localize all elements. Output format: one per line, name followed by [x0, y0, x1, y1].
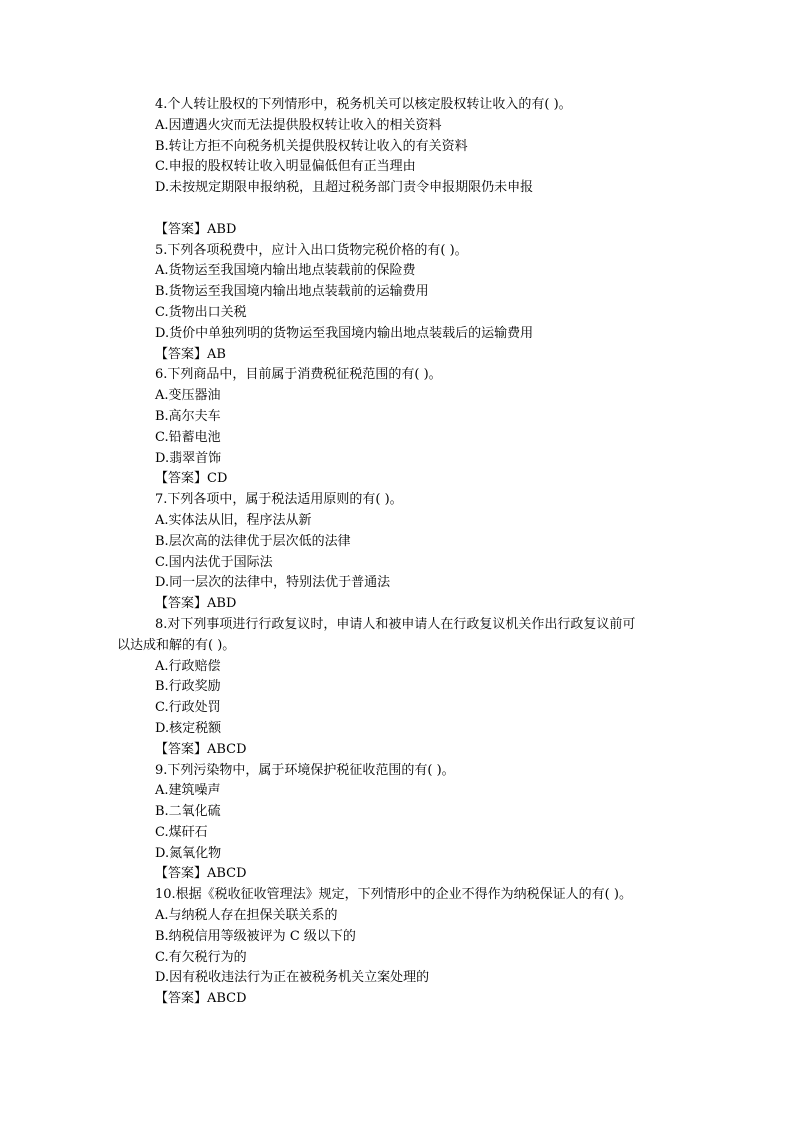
- question-10-stem: 10.根据《税收征收管理法》规定，下列情形中的企业不得作为纳税保证人的有( )。: [155, 887, 632, 903]
- question-5-option-b: B.货物运至我国境内输出地点装载前的运输费用: [155, 284, 429, 300]
- question-8-option-b: B.行政奖励: [155, 679, 221, 695]
- question-9-option-a: A.建筑噪声: [155, 783, 221, 799]
- question-10-answer: 【答案】ABCD: [155, 991, 247, 1007]
- question-7-answer: 【答案】ABD: [155, 596, 237, 612]
- question-9-option-d: D.氮氧化物: [155, 845, 222, 861]
- question-5-option-d: D.货价中单独列明的货物运至我国境内输出地点装载后的运输费用: [155, 325, 534, 341]
- question-4-option-d: D.未按规定期限申报纳税，且超过税务部门责令申报期限仍未申报: [155, 180, 534, 196]
- question-6-option-d: D.翡翠首饰: [155, 450, 222, 466]
- question-4-answer: 【答案】ABD: [155, 221, 237, 237]
- question-8-stem-continued: 以达成和解的有( )。: [117, 637, 236, 653]
- question-6-option-c: C.铅蓄电池: [155, 429, 221, 445]
- question-6-answer: 【答案】CD: [155, 471, 228, 487]
- document-body: [117, 95, 677, 1010]
- question-4-stem: 4.个人转让股权的下列情形中，税务机关可以核定股权转让收入的有( )。: [155, 97, 572, 112]
- question-5-stem: 5.下列各项税费中，应计入出口货物完税价格的有( )。: [155, 242, 468, 258]
- question-10-option-a: A.与纳税人存在担保关联关系的: [155, 908, 338, 924]
- question-5-option-a: A.货物运至我国境内输出地点装载前的保险费: [155, 263, 416, 279]
- question-5-answer: 【答案】AB: [155, 346, 226, 362]
- question-7-option-b: B.层次高的法律优于层次低的法律: [155, 533, 351, 549]
- question-7-stem: 7.下列各项中，属于税法适用原则的有( )。: [155, 492, 403, 508]
- question-4-option-a: A.因遭遇火灾而无法提供股权转让收入的相关资料: [155, 117, 442, 133]
- question-8-option-a: A.行政赔偿: [155, 658, 221, 674]
- question-8-option-c: C.行政处罚: [155, 700, 221, 716]
- question-4-option-b: B.转让方拒不向税务机关提供股权转让收入的有关资料: [155, 138, 468, 154]
- question-9-stem: 9.下列污染物中，属于环境保护税征收范围的有( )。: [155, 762, 455, 778]
- question-7-option-a: A.实体法从旧，程序法从新: [155, 512, 312, 528]
- question-8-option-d: D.核定税额: [155, 720, 222, 736]
- question-8-answer: 【答案】ABCD: [155, 741, 247, 757]
- question-9-option-b: B.二氧化硫: [155, 804, 221, 820]
- question-7-option-c: C.国内法优于国际法: [155, 554, 273, 570]
- question-9-option-c: C.煤矸石: [155, 824, 208, 840]
- question-6-option-a: A.变压器油: [155, 388, 221, 404]
- question-9-answer: 【答案】ABCD: [155, 866, 247, 882]
- question-10-option-d: D.因有税收违法行为正在被税务机关立案处理的: [155, 970, 430, 986]
- question-6-option-b: B.高尔夫车: [155, 408, 221, 424]
- question-4-option-c: C.申报的股权转让收入明显偏低但有正当理由: [155, 159, 416, 175]
- question-10-option-b: B.纳税信用等级被评为 C 级以下的: [155, 928, 356, 944]
- question-8-stem: 8.对下列事项进行行政复议时，申请人和被申请人在行政复议机关作出行政复议前可: [155, 616, 636, 632]
- blank-line: [117, 199, 677, 220]
- question-5-option-c: C.货物出口关税: [155, 304, 247, 320]
- question-10-option-c: C.有欠税行为的: [155, 949, 247, 965]
- question-7-option-d: D.同一层次的法律中，特别法优于普通法: [155, 575, 391, 591]
- question-6-stem: 6.下列商品中，目前属于消费税征税范围的有( )。: [155, 367, 442, 383]
